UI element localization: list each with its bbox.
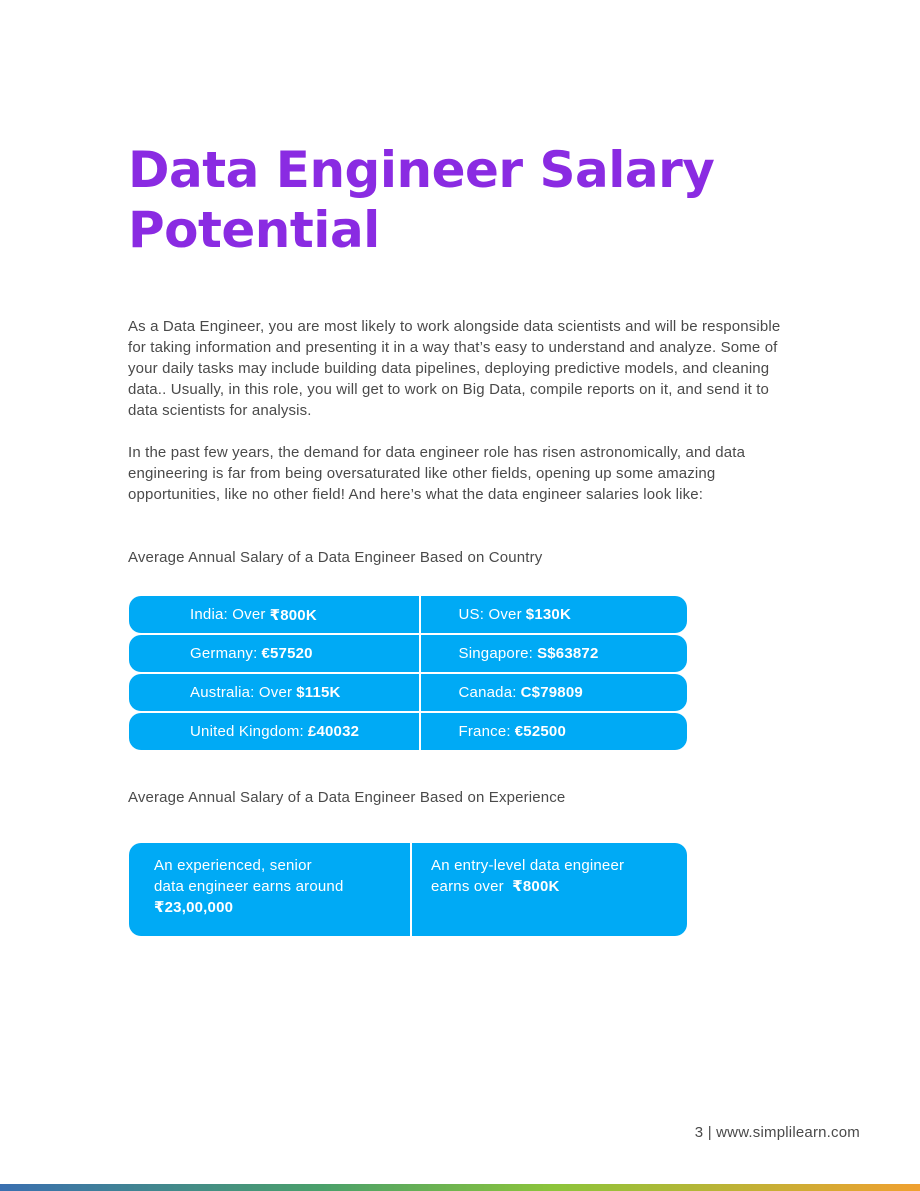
country-label: France: bbox=[458, 723, 511, 740]
salary-value: €57520 bbox=[261, 645, 313, 662]
country-label: US: Over bbox=[458, 606, 522, 623]
country-label: Germany: bbox=[190, 645, 258, 662]
country-label: United Kingdom: bbox=[190, 723, 304, 740]
title-line-1: Data Engineer Salary bbox=[128, 141, 715, 199]
entry-text-line: An entry-level data engineer bbox=[431, 857, 625, 874]
bottom-gradient-bar bbox=[0, 1184, 920, 1191]
country-label: Singapore: bbox=[458, 645, 534, 662]
salary-value: S$63872 bbox=[537, 645, 599, 662]
salary-cell-australia bbox=[129, 674, 421, 711]
salary-cell-uk bbox=[129, 713, 421, 750]
salary-cell-singapore bbox=[421, 635, 688, 672]
table-row bbox=[129, 713, 687, 750]
experience-salary-table bbox=[129, 843, 687, 936]
salary-cell-us bbox=[421, 596, 688, 633]
entry-salary-cell bbox=[412, 843, 687, 936]
salary-value: €52500 bbox=[514, 723, 567, 740]
senior-salary-cell bbox=[129, 843, 412, 936]
country-label: India: Over bbox=[190, 606, 266, 623]
senior-text-line: data engineer earns around bbox=[154, 878, 344, 895]
table-row bbox=[129, 635, 687, 672]
salary-value: £40032 bbox=[307, 723, 360, 740]
intro-paragraph: As a Data Engineer, you are most likely to work alongside data scientists and will be responsible for taking information and presenting it in a way that’s easy to understand and analyze. Some of your daily tasks may include building data pipelines, deploying predictive models, and cleaning data.. Usually, in this role, you will get to work on Big Data, compile reports on it, and send it to data scientists for analysis. bbox=[128, 318, 781, 419]
senior-salary-value: ₹23,00,000 bbox=[154, 899, 234, 916]
salary-cell-india bbox=[129, 596, 421, 633]
salary-value: $130K bbox=[525, 606, 571, 623]
table-row bbox=[129, 596, 687, 633]
entry-text-line: earns over bbox=[431, 878, 504, 895]
senior-text-line: An experienced, senior bbox=[154, 857, 312, 874]
salary-value: C$79809 bbox=[520, 684, 583, 701]
table-row bbox=[129, 674, 687, 711]
salary-value: $115K bbox=[296, 684, 341, 701]
page-title bbox=[128, 140, 808, 260]
country-caption: Average Annual Salary of a Data Engineer Based on Country bbox=[128, 549, 543, 566]
title-line-2: Potential bbox=[128, 201, 380, 259]
entry-salary-value: ₹800K bbox=[512, 878, 560, 895]
salary-cell-canada bbox=[421, 674, 688, 711]
experience-caption: Average Annual Salary of a Data Engineer Based on Experience bbox=[128, 789, 566, 806]
salary-value: ₹800K bbox=[269, 606, 317, 624]
salary-cell-germany bbox=[129, 635, 421, 672]
page-footer: 3 | www.simplilearn.com bbox=[694, 1124, 860, 1141]
country-label: Australia: Over bbox=[190, 684, 293, 701]
salary-cell-france bbox=[421, 713, 688, 750]
country-salary-table bbox=[129, 596, 687, 752]
country-label: Canada: bbox=[458, 684, 517, 701]
demand-paragraph: In the past few years, the demand for data engineer role has risen astronomically, and data engineering is far from being oversaturated like other fields, opening up some amazing opportunities, like no other field! And here’s what the data engineer salaries look like: bbox=[128, 444, 746, 503]
